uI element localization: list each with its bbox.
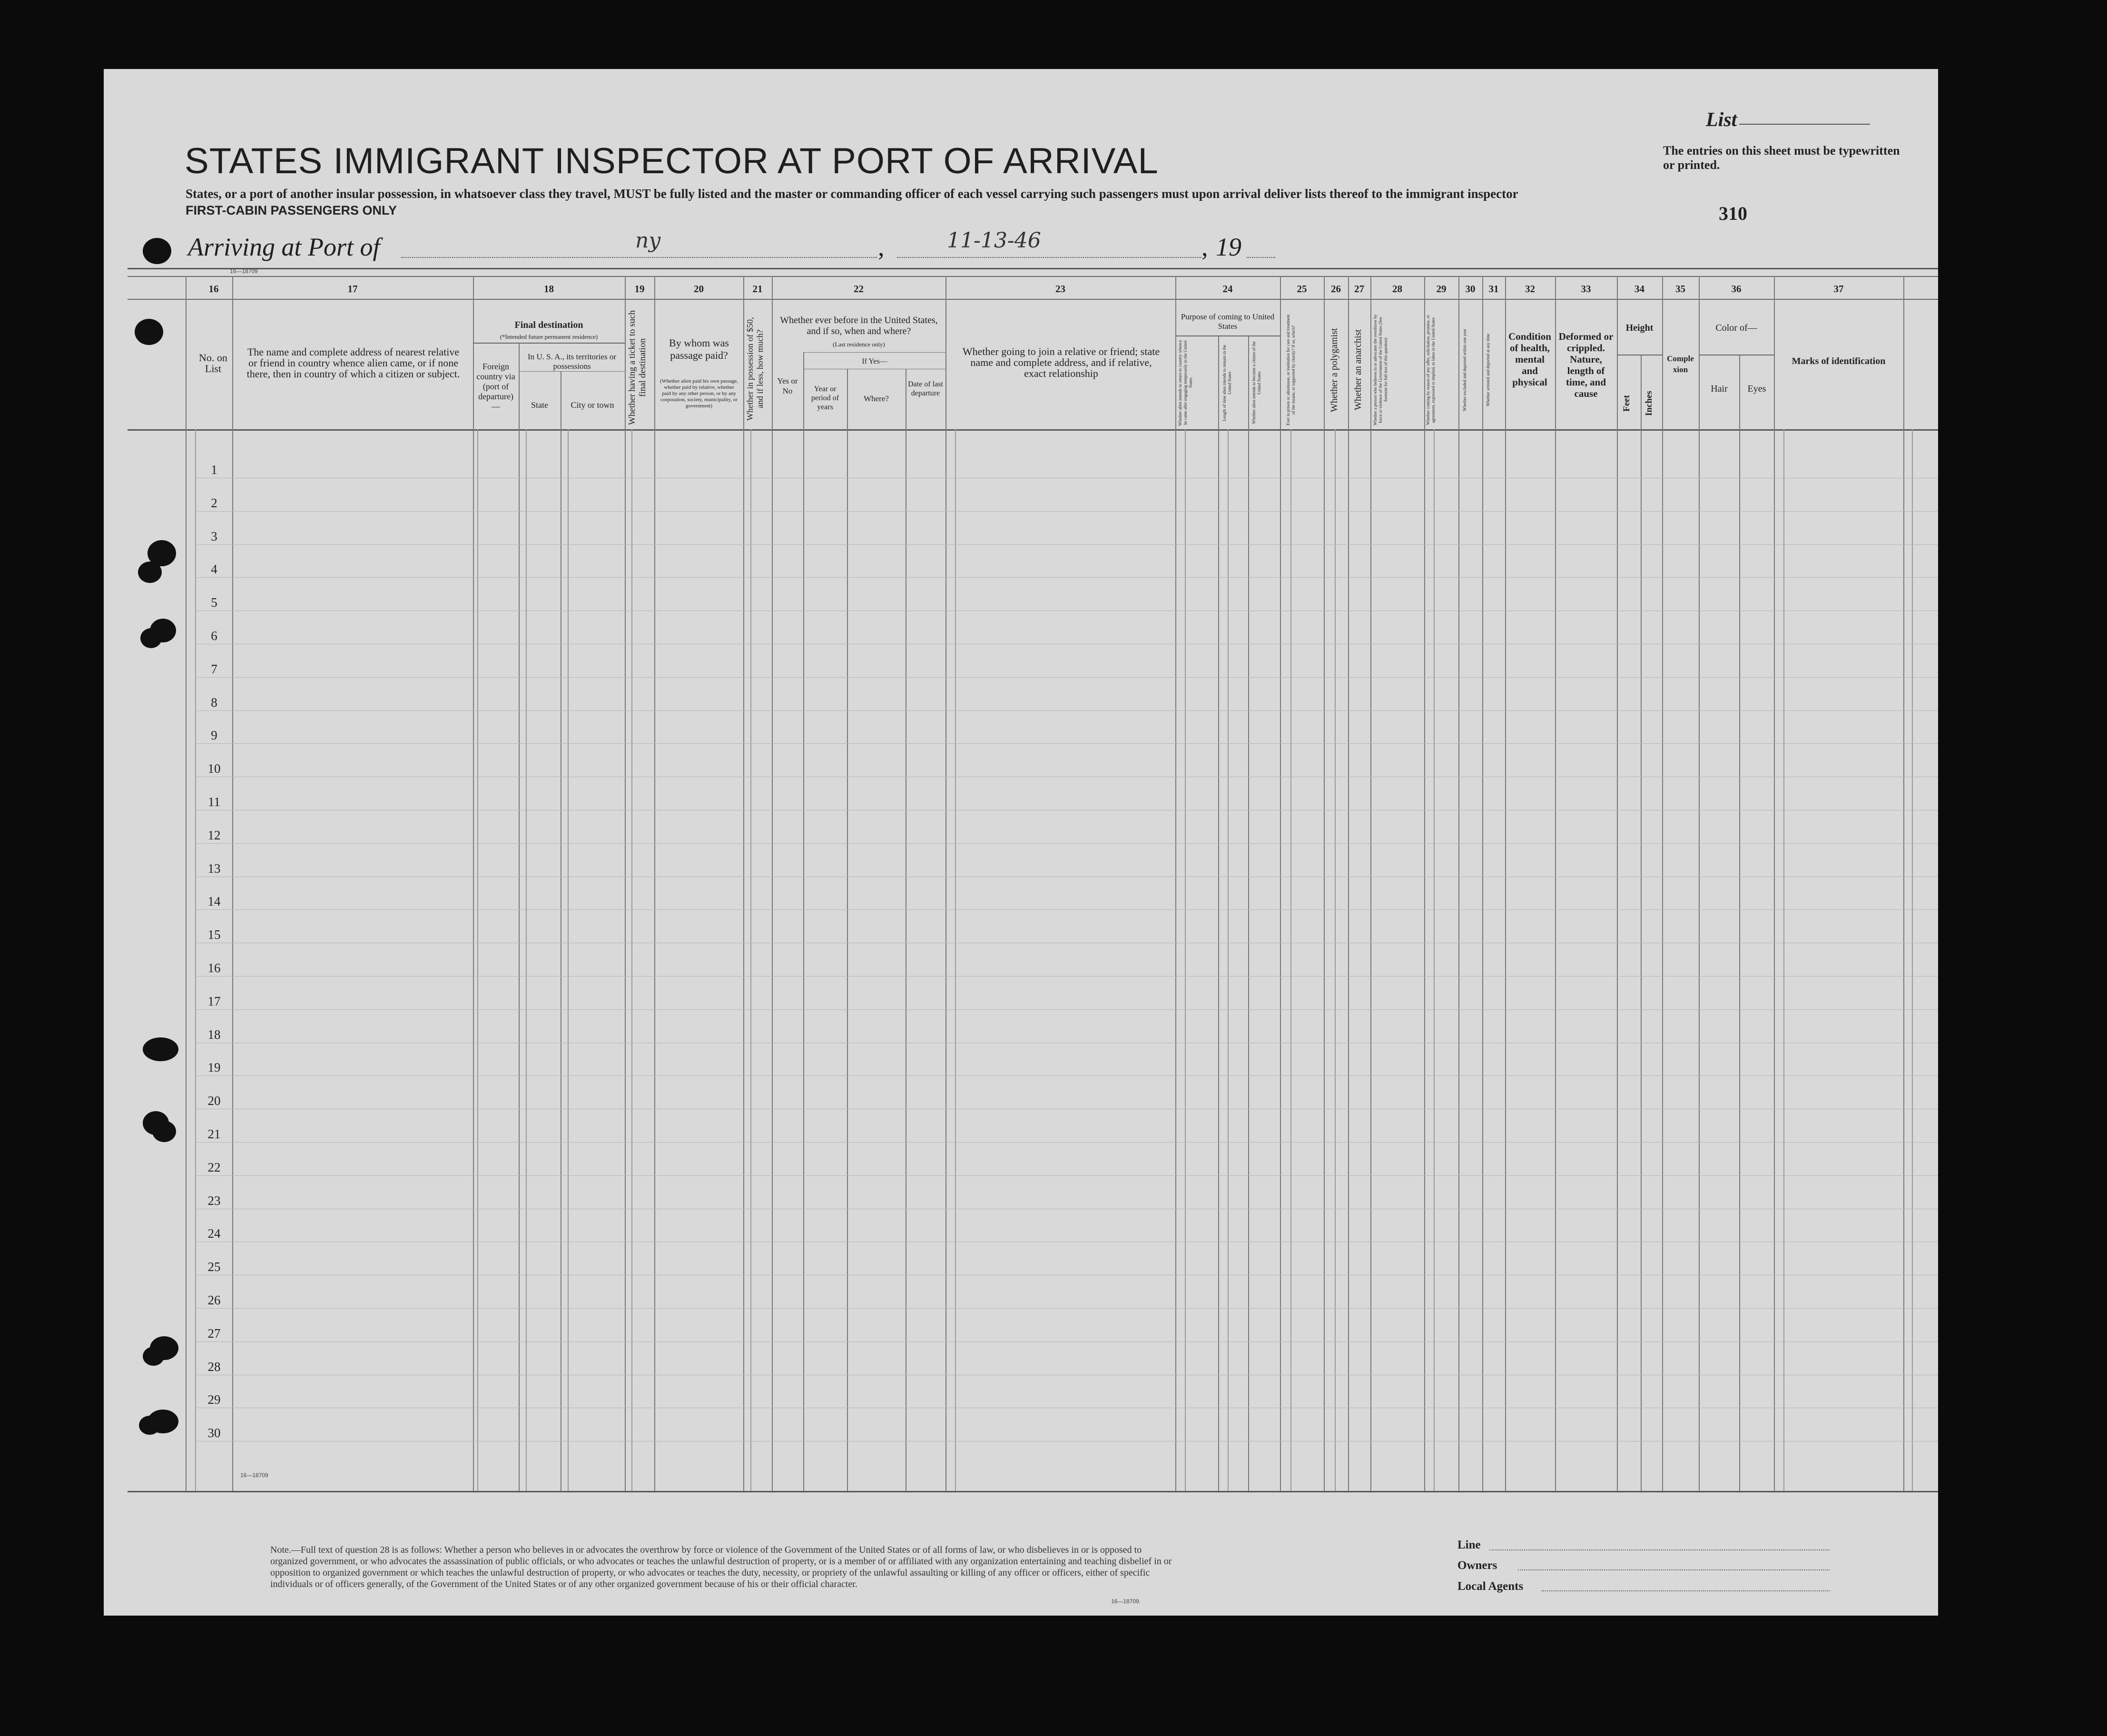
row-number: 20 bbox=[207, 1094, 221, 1108]
header-city: City or town bbox=[571, 400, 614, 410]
year-field[interactable] bbox=[1247, 257, 1275, 258]
column-divider bbox=[1903, 276, 1904, 1491]
row-number: 24 bbox=[207, 1226, 221, 1241]
header-excluded: Whether excluded and deported within one year bbox=[1462, 329, 1467, 411]
table-row bbox=[195, 1009, 1938, 1010]
page-title: STATES IMMIGRANT INSPECTOR AT PORT OF ARRIVAL bbox=[185, 141, 1159, 181]
column-divider bbox=[195, 429, 196, 1491]
column-divider bbox=[955, 429, 956, 1491]
table-row bbox=[195, 743, 1938, 744]
column-divider bbox=[1641, 355, 1642, 1491]
column-divider bbox=[1662, 276, 1663, 1491]
header-polygamist: Whether a polygamist bbox=[1329, 328, 1339, 412]
header-passage-paid: By whom was passage paid? bbox=[669, 337, 729, 361]
binder-hole bbox=[135, 319, 163, 345]
form-code: 16—18709 bbox=[230, 268, 258, 275]
header-sub-rule bbox=[1175, 335, 1280, 336]
column-divider bbox=[1912, 429, 1913, 1491]
table-row bbox=[195, 909, 1938, 910]
row-number: 26 bbox=[207, 1293, 221, 1307]
header-ever-before: Whether ever before in the United States, and if so, when and where? bbox=[780, 315, 938, 336]
column-number: 37 bbox=[1833, 283, 1844, 295]
column-number: 22 bbox=[854, 283, 864, 295]
header-ticket: Whether having a ticket to such final destination bbox=[627, 310, 648, 425]
header-marks: Marks of identification bbox=[1792, 356, 1886, 366]
binder-hole bbox=[138, 562, 162, 583]
column-divider bbox=[519, 343, 520, 1491]
column-divider bbox=[473, 276, 474, 1491]
column-number: 17 bbox=[347, 283, 358, 295]
instructions-text: States, or a port of another insular possession, in whatsoever class they travel, MUST be fully listed and the master or commanding officer of each vessel carrying such passengers must upon arrival deliver lists thereof to the immigrant inspector bbox=[186, 187, 1518, 201]
header-color-of: Color of— bbox=[1715, 323, 1757, 333]
row-number: 17 bbox=[207, 994, 221, 1008]
header-in-usa: In U. S. A., its territories or possessions bbox=[527, 352, 617, 371]
column-number: 26 bbox=[1331, 283, 1341, 295]
column-divider bbox=[1280, 276, 1281, 1491]
row-number: 9 bbox=[211, 728, 217, 742]
line-label: Line bbox=[1457, 1539, 1481, 1551]
column-divider bbox=[1555, 276, 1556, 1491]
header-health: Condition of health, mental and physical bbox=[1508, 331, 1551, 388]
row-number: 4 bbox=[211, 562, 217, 576]
header-no-on-list: No. on List bbox=[199, 352, 227, 375]
column-divider bbox=[847, 369, 848, 1491]
row-number: 29 bbox=[207, 1392, 221, 1407]
column-divider bbox=[743, 276, 744, 1491]
table-row bbox=[195, 511, 1938, 512]
form-code-bottom: 16—18709 bbox=[240, 1472, 268, 1479]
row-number: 2 bbox=[211, 496, 217, 510]
row-number: 16 bbox=[207, 961, 221, 975]
table-bottom-rule bbox=[128, 1491, 1938, 1492]
column-number-rule bbox=[128, 276, 1938, 277]
column-number: 21 bbox=[752, 283, 763, 295]
row-number: 3 bbox=[211, 529, 217, 543]
column-divider bbox=[1424, 276, 1425, 1491]
column-divider bbox=[803, 352, 804, 1491]
column-divider bbox=[1228, 429, 1229, 1491]
owners-field[interactable] bbox=[1518, 1569, 1830, 1570]
row-number: 8 bbox=[211, 695, 217, 710]
column-divider bbox=[1185, 429, 1186, 1491]
column-divider bbox=[1370, 276, 1371, 1491]
column-divider bbox=[1218, 335, 1219, 1491]
column-divider bbox=[568, 429, 569, 1491]
column-number: 19 bbox=[634, 283, 645, 295]
form-code-note: 16—18709. bbox=[1111, 1598, 1141, 1605]
list-label: List bbox=[1706, 109, 1737, 131]
row-number: 28 bbox=[207, 1360, 221, 1374]
table-top-rule bbox=[128, 268, 1938, 269]
header-nearest-relative: The name and complete address of nearest relative or friend in country whence alien came, or if none there, then in country of which a citizen or subject. bbox=[246, 346, 460, 380]
header-if-yes: If Yes— bbox=[862, 357, 887, 365]
header-sub-rule bbox=[519, 371, 625, 372]
comma: , bbox=[1201, 233, 1208, 261]
column-divider bbox=[1290, 429, 1291, 1491]
column-divider bbox=[1739, 355, 1740, 1491]
row-number: 25 bbox=[207, 1260, 221, 1274]
header-foreign-country: Foreign country via (port of departure)— bbox=[476, 362, 515, 411]
row-number: 10 bbox=[207, 761, 221, 776]
header-purpose-citizen: Whether alien intends to become a citizen of the United States bbox=[1251, 341, 1261, 424]
list-number-field[interactable] bbox=[1739, 124, 1870, 125]
header-q28: Whether a person who believes in or advocates the overthrow by force or violence of the Government of the United States (See footnote for full text of this question) bbox=[1373, 314, 1388, 426]
row-number: 11 bbox=[208, 795, 220, 809]
header-complexion: Complexion bbox=[1667, 354, 1694, 374]
table-row bbox=[195, 710, 1938, 711]
row-number: 6 bbox=[211, 629, 217, 643]
row-number: 19 bbox=[207, 1060, 221, 1075]
column-number: 30 bbox=[1465, 283, 1476, 295]
row-number: 5 bbox=[211, 595, 217, 610]
column-number-rule bbox=[128, 299, 1938, 300]
column-number: 28 bbox=[1392, 283, 1402, 295]
header-fifty-dollars: Whether in possession of $50, and if less, how much? bbox=[745, 317, 765, 421]
header-anarchist: Whether an anarchist bbox=[1353, 329, 1363, 411]
year-prefix: 19 bbox=[1216, 233, 1241, 261]
header-yes-no: Yes or No bbox=[777, 376, 798, 395]
header-arrested: Whether arrested and deported at any time bbox=[1486, 334, 1490, 406]
header-deformed: Deformed or crippled. Nature, length of time, and cause bbox=[1558, 331, 1614, 399]
row-number: 27 bbox=[207, 1326, 221, 1341]
column-number: 18 bbox=[544, 283, 554, 295]
column-divider bbox=[625, 276, 626, 1491]
row-number: 18 bbox=[207, 1027, 221, 1042]
table-row bbox=[195, 1308, 1938, 1309]
header-eyes: Eyes bbox=[1747, 384, 1766, 394]
header-height: Height bbox=[1625, 323, 1654, 333]
date-handwritten: 11-13-46 bbox=[947, 228, 1041, 253]
passenger-class: FIRST-CABIN PASSENGERS ONLY bbox=[186, 203, 397, 217]
table-row bbox=[195, 1175, 1938, 1176]
header-sub-rule bbox=[473, 343, 625, 344]
column-divider bbox=[945, 276, 946, 1491]
row-number: 22 bbox=[207, 1160, 221, 1174]
column-divider bbox=[1505, 276, 1506, 1491]
column-number: 32 bbox=[1525, 283, 1535, 295]
local-agents-field[interactable] bbox=[1542, 1590, 1830, 1591]
row-number: 30 bbox=[207, 1426, 221, 1440]
binder-hole bbox=[143, 1037, 178, 1061]
column-divider bbox=[772, 276, 773, 1491]
port-field[interactable] bbox=[401, 257, 877, 258]
column-number: 23 bbox=[1055, 283, 1065, 295]
table-row bbox=[195, 843, 1938, 844]
column-divider bbox=[1248, 335, 1249, 1491]
column-divider bbox=[1175, 276, 1176, 1491]
column-divider bbox=[654, 276, 655, 1491]
column-divider bbox=[477, 429, 478, 1491]
row-number: 15 bbox=[207, 927, 221, 942]
column-divider bbox=[1348, 276, 1349, 1491]
row-number: 12 bbox=[207, 828, 221, 842]
table-row bbox=[195, 1341, 1938, 1342]
binder-hole bbox=[152, 1121, 176, 1142]
arriving-label: Arriving at Port of bbox=[188, 233, 380, 261]
column-divider bbox=[526, 429, 527, 1491]
header-inches: Inches bbox=[1644, 391, 1654, 416]
header-prison: Ever in prison or almshouse, or institution for care and treatment of the insane, or supported by charity? If so, which? bbox=[1286, 314, 1296, 426]
line-field[interactable] bbox=[1489, 1549, 1830, 1550]
column-divider bbox=[232, 276, 233, 1491]
header-final-destination: Final destination bbox=[514, 320, 583, 330]
column-number: 31 bbox=[1488, 283, 1499, 295]
table-row bbox=[195, 544, 1938, 545]
column-divider bbox=[1699, 276, 1700, 1491]
header-purpose-return: Whether alien intends to return to country whence he came after engaging temporarily in the United States bbox=[1178, 340, 1193, 426]
comma: , bbox=[878, 233, 885, 261]
table-row bbox=[195, 1075, 1938, 1076]
table-row bbox=[195, 1142, 1938, 1143]
binder-hole bbox=[143, 238, 171, 264]
column-divider bbox=[1617, 276, 1618, 1491]
column-number: 36 bbox=[1731, 283, 1742, 295]
owners-label: Owners bbox=[1457, 1559, 1497, 1572]
column-number: 20 bbox=[694, 283, 704, 295]
column-number: 25 bbox=[1297, 283, 1307, 295]
sheet-number: 310 bbox=[1719, 203, 1747, 224]
header-year-period: Year or period of years bbox=[811, 385, 839, 411]
column-number: 16 bbox=[208, 283, 219, 295]
column-number: 33 bbox=[1581, 283, 1591, 295]
column-divider bbox=[1774, 276, 1775, 1491]
header-passage-note: (Whether alien paid his own passage, whether paid by relative, whether paid by any other person, or by any corporation, society, municipality, or government) bbox=[660, 378, 738, 409]
footnote-q28: Note.—Full text of question 28 is as follows: Whether a person who believes in or advocates the overthrow by force or violence of the Government of the United States or of all forms of law, or who disbelieves in or is opposed to organized government, or who advocates the assassination of public officials, or who advocates or teaches the unlawful destruction of property, or is a member of or affiliated with any organization entertaining and teaching disbelief in or opposition to organized government or which teaches the unlawful destruction of property, or who advocates or teaches the duty, necessity, or propriety of the unlawful assaulting or killing of any officer or officers, either of specific individuals or of officers generally, of the Government of the United States or of any other organized government because of his or their official character. bbox=[270, 1545, 1172, 1589]
binder-hole bbox=[143, 1347, 164, 1366]
binder-hole bbox=[139, 1416, 160, 1435]
column-number: 29 bbox=[1436, 283, 1447, 295]
header-state: State bbox=[531, 400, 548, 410]
column-divider bbox=[1458, 276, 1459, 1491]
column-divider bbox=[1482, 276, 1483, 1491]
column-divider bbox=[1783, 429, 1784, 1491]
row-number: 1 bbox=[211, 463, 217, 477]
row-number: 21 bbox=[207, 1127, 221, 1141]
column-divider bbox=[1434, 429, 1435, 1491]
port-handwritten: ny bbox=[635, 228, 661, 253]
column-divider bbox=[186, 276, 187, 1491]
table-row bbox=[195, 677, 1938, 678]
binder-hole bbox=[140, 628, 162, 648]
header-hair: Hair bbox=[1711, 384, 1728, 394]
header-sub-rule bbox=[803, 352, 945, 353]
column-divider bbox=[631, 429, 632, 1491]
header-last-residence: (Last residence only) bbox=[833, 341, 885, 348]
header-bottom-rule bbox=[128, 429, 1938, 431]
header-where: Where? bbox=[864, 394, 889, 403]
header-purpose: Purpose of coming to United States bbox=[1181, 312, 1275, 331]
column-number: 27 bbox=[1354, 283, 1364, 295]
row-number: 7 bbox=[211, 662, 217, 676]
table-row bbox=[195, 577, 1938, 578]
header-purpose-length: Length of time alien intends to remain in the United States bbox=[1222, 345, 1232, 421]
column-divider bbox=[1324, 276, 1325, 1491]
row-number: 14 bbox=[207, 894, 221, 908]
column-number: 35 bbox=[1675, 283, 1685, 295]
row-number: 23 bbox=[207, 1194, 221, 1208]
header-final-destination-note: (*Intended future permanent residence) bbox=[500, 333, 598, 340]
header-join-relative: Whether going to join a relative or friend; state name and complete address, and if relative, exact relationship bbox=[962, 345, 1160, 379]
header-last-departure: Date of last departure bbox=[908, 380, 943, 397]
column-divider bbox=[1335, 429, 1336, 1491]
column-number: 24 bbox=[1222, 283, 1233, 295]
date-field[interactable] bbox=[897, 257, 1201, 258]
column-number: 34 bbox=[1634, 283, 1644, 295]
header-feet: Feet bbox=[1622, 395, 1632, 412]
row-number: 13 bbox=[207, 861, 221, 876]
entries-note: The entries on this sheet must be typewritten or printed. bbox=[1663, 144, 1900, 172]
local-agents-label: Local Agents bbox=[1457, 1580, 1524, 1593]
header-labor-offer: Whether coming by reason of any offer, solicitation, promise, or agreement, expressed or implied, to labor in the United States bbox=[1426, 315, 1436, 425]
column-divider bbox=[750, 429, 751, 1491]
